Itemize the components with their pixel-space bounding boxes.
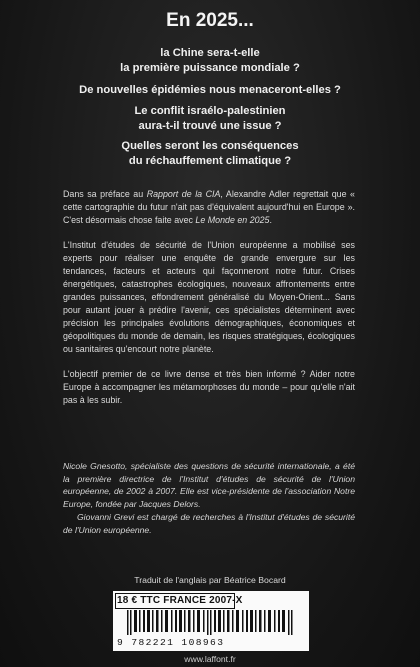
author-bio-grevi: Giovanni Grevi est chargé de recherches à l'Institut d'études de sécurité de l'Union européenne. — [63, 512, 355, 535]
paragraph-institute: L'Institut d'études de sécurité de l'Union européenne a mobilisé ses experts pour réaliser une enquête de grande envergure sur les tendances, facteurs et acteurs qui façonneront notre futur. Crises énergétiques, catastrophes écologiques, nouveaux affrontements entre grandes puissances, effondrement généralisé du Moyen-Orient... Sans pour autant jouer à prédire l'avenir, ces spécialistes déterminent avec précision les principales évolutions démographiques, économiques et géopolitiques du monde de demain, les risques stratégiques, écologiques ou sanitaires qu'encourt notre planète. — [63, 240, 355, 354]
headline: En 2025... — [166, 10, 254, 31]
translator-credit: Traduit de l'anglais par Béatrice Bocard — [134, 575, 286, 585]
author-bio-gnesotto: Nicole Gnesotto, spécialiste des questions de sécurité internationale, a été la première directrice de l'Institut d'études de sécurité de l'Union européenne, de 2002 à 2007. Elle est vice-présidente de l'association Notre Europe, fondée par Jacques Delors. — [63, 461, 355, 509]
barcode-image — [127, 610, 297, 635]
paragraph-objective: L'objectif premier de ce livre dense et très bien informé ? Aider notre Europe à accompagner les métamorphoses du monde – pour qu'elle n'ait pas à les subir. — [63, 369, 355, 405]
question-climate: Quelles seront les conséquences du réchauffement climatique ? — [121, 140, 299, 167]
price-label: 18 € TTC FRANCE 2007-X — [117, 595, 243, 606]
paragraph-preface: Dans sa préface au Rapport de la CIA, Alexandre Adler regrettait que « cette cartographie du futur n'ait pas d'équivalent aujourd'hui en Europe ». C'est désormais chose faite avec Le Monde en 2025. — [63, 189, 355, 225]
title-monde-2025: Le Monde en 2025 — [195, 215, 270, 225]
question-epidemics: De nouvelles épidémies nous menaceront-elles ? — [79, 84, 341, 96]
title-rapport-cia: Rapport de la CIA — [146, 189, 221, 199]
publisher-url[interactable]: www.laffont.fr — [184, 654, 236, 664]
isbn-number: 9 782221 108963 — [117, 637, 225, 648]
question-conflict: Le conflit israélo-palestinien aura-t-il trouvé une issue ? — [134, 105, 286, 132]
question-china: la Chine sera-t-elle la première puissance mondiale ? — [120, 47, 300, 74]
barcode-panel — [113, 591, 309, 651]
